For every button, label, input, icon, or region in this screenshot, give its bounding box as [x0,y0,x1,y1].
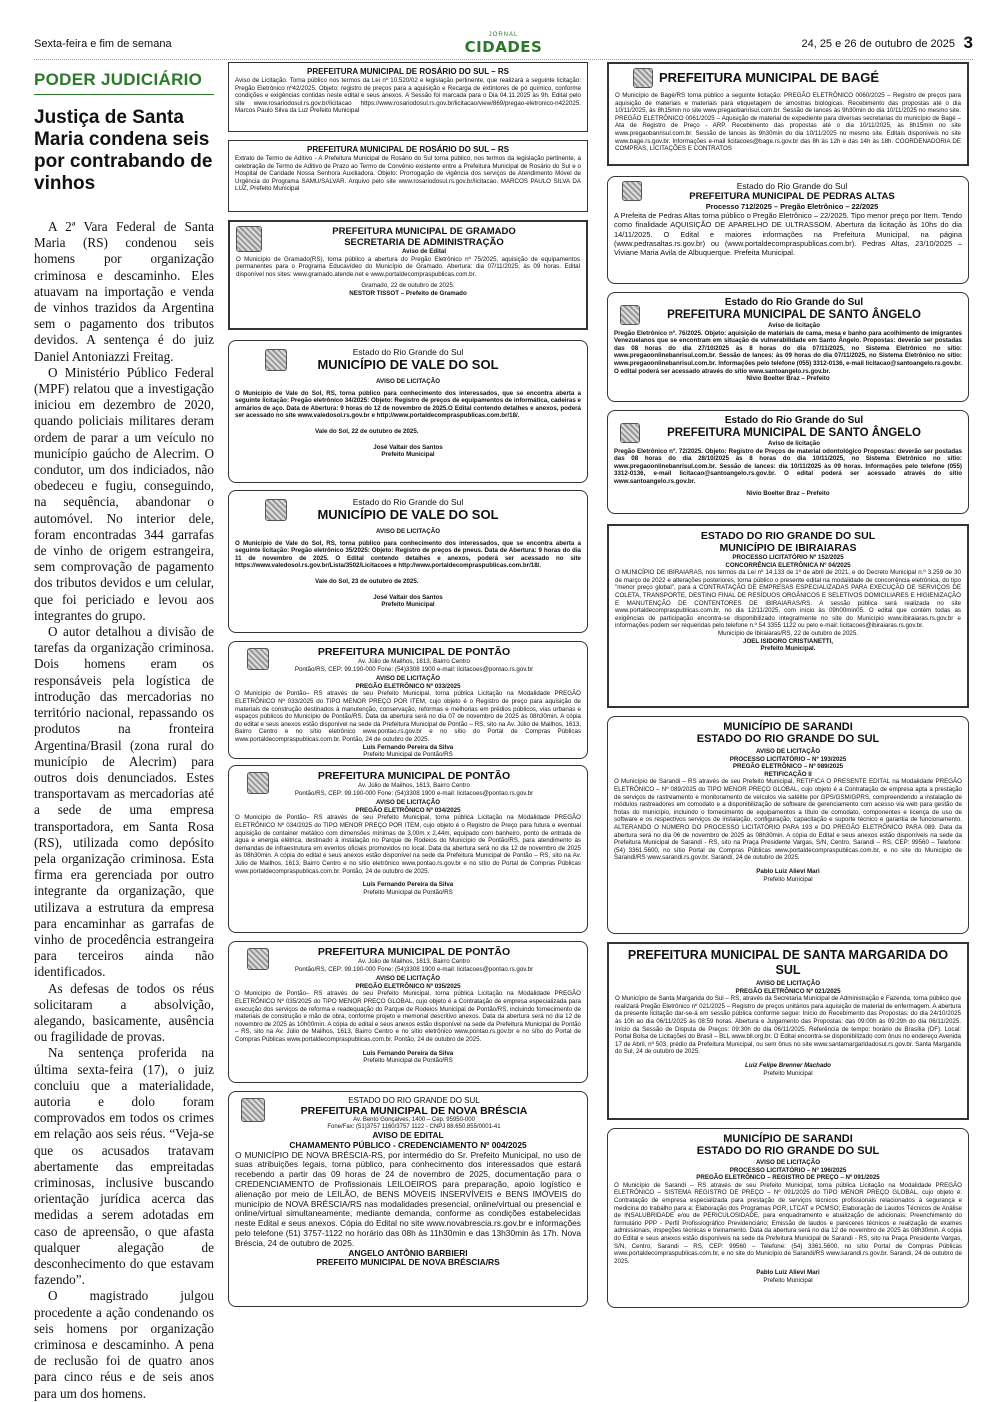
notice-body: O Município de Sarandi – RS através de seu Prefeito Municipal, RETIFICA O PRESENTE EDITAL na Modalidade PREGÃO ELETRÔNICO – Nº 089/2025 do TIPO MENOR PREÇO GLOBAL, cujo objeto é a Contratação de empresa apta a prestação de serviços de rastreamento e monitoramento de veículos via satélite por GPS/GSM/GPRS, compreendendo a instalação de módulos rastreadores em comodato e a disponibilização de software de gerenciamento com acesso via web para gestão de frotas do município, incluindo o fornecimento de equipamentos a título de comodato, componentes e licença de uso de software e os respectivos serviços de instalação, configuração, capacitação e suporte técnico e garantia de funcionamento. ALTERANDO O NÚMERO DO PROCESSO LICITATÓRIO PARA 193 e DO PREGÃO ELETRÔNICO PARA 089. Data da abertura será no dia 06 de novembro de 2025 às 08h30min. A cópia do Edital e seus anexos estão disponíveis na sede da Prefeitura Municipal de Sarandi - RS, sito na Praça Presidente Vargas, S/N, Centro, Sarandi – RS, CEP: 99560 – Telefone: (54) 3361.5600, no sítio Portal de Compras Públicas www.portaldecompraspublicas.com.br, e no site do Município de Sarandi/RS www.sarandi.rs.gov.br. Sarandi, 24 de outubro de 2025. [614,778,962,862]
notice-title: MUNICÍPIO DE SARANDI [723,721,853,733]
notice-body: O Município de Pontão– RS através de seu Prefeito Municipal, torna pública Licitação na Modalidade PREGÃO ELETRÔNICO Nº 033/2025 do TIPO MENOR PREÇO POR ITEM, cujo objeto é o Registro de preço para aquisição de materiais de construção destinados à manutenção, conservação, reformas e melhorias em prédios públicos, vias urbanas e espaços públicos do Município de Pontão/RS. Data da abertura será no dia 07 de novembro de 2025 às 08h30min. A cópia do edital e seus anexos estão disponível na sede da Prefeitura Municipal de Pontão – RS, sito na Av. Júlio de Mailhos, 1613, Bairro Centro e no sítio eletrônico www.pontao.rs.gov.br e no sítio do Portal de Compras Públicas www.portaldecompraspublicas.com.br. Pontão, 24 de outubro de 2025. [235,690,581,743]
notice-heading: AVISO DE LICITAÇÃO [375,378,441,385]
notice-role: Prefeito Municipal de Pontão/RS [363,1057,453,1065]
notice-signature: NESTOR TISSOT – Prefeito de Gramado [349,289,467,297]
notice-heading: Aviso de Edital [401,248,447,255]
notice-title: MUNICÍPIO DE IBIRAIARAS [719,542,857,554]
notice-title: PREFEITURA MUNICIPAL DE ROSÁRIO DO SUL – RS [307,145,509,154]
coat-of-arms-icon [620,305,640,325]
notice-title: PREFEITURA MUNICIPAL DE BAGÉ [659,70,880,85]
notice-body: Pregão Eletrônico nº. 76/2025. Objeto: aquisição de materiais de cama, mesa e banho para acolhimento de imigrantes Venezuelanos que se encontram em situação de vulnerabilidade em Santo Ângelo. Propostas: deverão ser postadas das 08 horas do dia 27/10/2025 às 8 horas do dia 07/11/2025, no Sistema Eletrônico no sítio: www.pregaoonlinebanrisul.com.br. Sessão de lances: às 09 horas do dia 07/11/2025, no Sistema Eletrônico no sítio: www.pregaoonlinebanrisul.com.br. Informações pelo telefone (055) 3312-0136, e-mail licitacao@santoangelo.rs.gov.br. O edital poderá ser acessado através do sítio www.santoangelo.rs.gov.br. [614,329,962,375]
notice-title: PREFEITURA MUNICIPAL DE PONTÃO [317,770,511,782]
notice-state: ESTADO DO RIO GRANDE DO SUL [696,1145,880,1157]
notice-sub4: RETIFICAÇÃO II [764,770,812,778]
notice-address: Av. Júlio de Mailhos, 1613, Bairro Centro [358,958,470,965]
notice-role: Prefeito Municipal [763,1276,813,1284]
headline: Justiça de Santa Maria condena seis por contrabando de vinhos [34,107,213,194]
notice-state: Estado do Rio Grande do Sul [724,415,864,426]
masthead [465,32,543,56]
notice-subheading: PREGÃO ELETRÔNICO Nº 035/2025 [355,982,461,990]
coat-of-arms-icon [241,1098,265,1122]
notice-body: A Prefeita de Pedras Altas torna público o Pregão Eletrônico – 22/2025. Tipo menor preço por Item. Tendo como finalidade AQUISIÇÃO DE APARELHO DE ULTRASSOM. Abertura da licitação às 10hs do dia 14/11/2025. O Edital e maiores informações na Prefeitura Municipal, na página (www.pedrasaltas.rs.gov.br) ou (www.portaldecompraspublicas.com.br). Pedras Altas, 23/10/2025 – Viviane Maria Avila de Albuquerque. Prefeita Municipal. [614,211,962,258]
notice-gramado [228,220,588,330]
notice-address: Av. Bento Gonçalves, 1400 – Cep. 95950-000 [353,1117,475,1123]
notice-heading: Aviso de licitação [767,322,821,329]
notice-sub3: PREGÃO ELETRÔNICO – Nº 089/2025 [732,763,844,771]
notice-state: Estado do Rio Grande do Sul [352,497,464,507]
notice-contact: Pontão/RS, CEP: 99.190-000 Fone: (54)3308 1900 e-mail: licitacoes@pontao.rs.gov.br [294,665,534,673]
notice-role: Prefeito Municipal [763,875,813,883]
notice-sub1: AVISO DE LICITAÇÃO [755,1159,821,1166]
notice-address: Av. Júlio de Mailhos, 1613, Bairro Centro [358,782,470,789]
edition-label: Sexta-feira e fim de semana [34,38,172,50]
notice-bage [607,62,969,166]
notice-vale-do-sol-1 [228,340,588,483]
notice-role: Prefeito Municipal [381,451,435,459]
coat-of-arms-icon [247,772,269,794]
edition-date: 24, 25 e 26 de outubro de 2025 [801,38,955,50]
notice-body: O Município de Vale do Sol, RS, torna público para conhecimento dos interessados, que se encontra aberta a seguinte licitação: Pregão eletrônico 34/2025: Objeto: Registro de preços de equipamentos de informática, cadeiras e armários de aço. Data de Abertura: 9 horas do 12 de novembro de 2025.O Edital contendo detalhes e anexos, poderá ser acessado no site www.valedosol.rs.gov.br e http://www.portaldecompraspublicas.com.br/18/. [235,389,581,420]
notice-date: Gramado, 22 de outubro de 2025. [361,282,455,290]
notice-signer: Pablo Luiz Alievi Mari [756,1269,820,1277]
coat-of-arms-icon [247,948,269,970]
paragraph: A 2ª Vara Federal de Santa Maria (RS) condenou seis homens por organização criminosa e descaminho. Eles atuavam na importação e venda de vinhos trazidos da Argentina sem o pagamento dos tributos devidos. A sentença é do juiz Daniel Antoniazzi Freitag. [34,219,214,364]
notice-title: PREFEITURA MUNICIPAL DE NOVA BRÉSCIA [300,1105,528,1117]
notice-title: PREFEITURA MUNICIPAL DE ROSÁRIO DO SUL – RS [307,67,509,76]
notice-heading: AVISO DE LICITAÇÃO [375,528,441,535]
notice-heading: AVISO DE LICITAÇÃO [375,675,441,683]
notice-heading: Aviso de licitação [767,440,821,447]
notice-body: O Município de Vale do Sol, RS, torna público para conhecimento dos interessados, que se encontra aberta a seguinte licitação: Pregão eletrônico 35/2025: Objeto: Registro de preços de pneus. Data de Abertura: 9 horas do dia 11 de novembro de 2025. O Edital contendo detalhes e anexos, poderá ser acessado no site https://www.valedosol.rs.gov.br/Lista/3502/Licitacoes e http://www.portaldecompraspublicas.com.br/18/. [235,539,581,570]
notice-pontao-1 [228,641,588,759]
paragraph: O Ministério Público Federal (MPF) relatou que a investigação iniciou em dezembro de 2020, quando policiais militares deram ordem de parar a um veículo no município gaúcho de Alecrim. O condutor, um dos indiciados, não obedeceu e fugiu, conseguindo, na sequência, abandonar o automóvel. No interior dele, foram encontradas 344 garrafas de vinho de origem estrangeira, sem comprovação de pagamento dos tributos devidos e um celular, que foi periciado e levou aos integrantes do grupo. [34,364,214,623]
notice-signer: Luis Fernando Pereira da Silva [362,1049,454,1057]
notice-vale-do-sol-2 [228,490,588,633]
notice-sub3: PREGÃO ELETRÔNICO – REGISTRO DE PREÇO – Nº 091/2025 [696,1174,880,1182]
notice-signer: Nivio Boelter Braz – Prefeito [746,489,830,497]
notice-subheading: Processo 712/2025 – Pregão Eletrônico – 22/2025 [705,202,879,211]
article-body [34,219,214,1402]
coat-of-arms-icon [622,181,642,201]
brand-name: CIDADES [464,38,543,56]
notice-role: Prefeito Municipal [763,1069,813,1077]
notice-state: Estado do Rio Grande do Sul [724,297,864,308]
news-article [34,70,214,1402]
notice-title: PREFEITURA MUNICIPAL DE GRAMADO [332,226,516,237]
notice-contact: Fone/Fax: (51)3757 1160/3757 1122 - CNPJ 88.650.855/0001-41 [327,1124,501,1130]
notice-body: O Município de Sarandi – RS através de seu Prefeito Municipal, torna pública Licitação na Modalidade PREGÃO ELETRÔNICO – SISTEMA REGISTRO DE PREÇO – Nº 091/2025 do TIPO MENOR PREÇO GLOBAL, cujo objeto é: Contratação de empresa especializada para prestação de serviços técnicos profissionais relacionados à segurança e medicina do trabalho para a: Elaboração dos Programas PGR, LTCAT e PCMSO; Elaboração de Laudos Técnicos de Análise de INSALUBRIDADE e/ou de PERICULOSIDADE, para enquadramento e atualização de adicionais; Preenchimento do formulário PPP - Perfil Profissiográfico Previdenciário; Emissão de laudos e pareceres técnicos e realização de exames admissionais, inspeções técnicas e treinamento. Data da abertura será no dia 12 de novembro de 2025 às 08h30min. A cópia do Edital e seus anexos estão disponíveis na sede da Prefeitura Municipal de Sarandi - RS, sito na Praça Presidente Vargas, S/N, Centro, Sarandi – RS, CEP: 99560 – Telefone: (54) 3361.5600, no sítio Portal de Compras Públicas www.portaldecompraspublicas.com.br, e no site do Município de Sarandi/RS www.sarandi.rs.gov.br. Sarandi, 24 de outubro de 2025. [614,1181,962,1265]
notice-signer: Luis Fernando Pereira da Silva [362,881,454,889]
notice-signer: Pablo Luiz Alievi Mari [756,867,820,875]
notice-title: MUNICÍPIO DE VALE DO SOL [317,507,499,522]
notice-subheading: PREGÃO ELETRÔNICO Nº 034/2025 [355,806,461,814]
notice-sub2: PROCESSO LICITATÓRIO – Nº 193/2025 [729,755,847,763]
paragraph: O autor detalhou a divisão de tarefas da organização criminosa. Dois homens eram os responsáveis pela logística de introdução das mercadorias no território nacional, repassando os produtos na fronteira Argentina/Brasil (zona rural do município de Alecrim) para outros dois denunciados. Estes transportavam as mercadorias até a sede de uma empresa transportadora, em Santa Rosa (RS), utilizada como depósito pela organização criminosa. Esta firma era gerenciada por outro integrante da organização, que utilizava a estrutura da empresa para encaminhar as garrafas de vinho de procedência estrangeira para terceiros ainda não identificados. [34,624,214,980]
notice-role: Prefeito Municipal [381,601,435,609]
notice-title: PREFEITURA MUNICIPAL DE SANTA MARGARIDA DO SUL [627,948,949,977]
paragraph: As defesas de todos os réus solicitaram a absolvição, alegando, basicamente, ausência ou fragilidade de provas. [34,980,214,1045]
notice-body: O MUNICÍPIO DE IBIRAIARAS, nos termos da Lei nº 14.133 de 1º de abril de 2021, e do Decreto Municipal n.º 3.259 de 30 de março de 2022 e alterações posteriores, torna público o presente edital na modalidade de concorrência eletrônica, do tipo "menor preço global", para a CONTRATAÇÃO DE EMPRESAS ESPECIALIZADAS PARA EXECUÇÃO DE SERVIÇOS DE COLETA, TRANSPORTE, DESTINO FINAL DE RESÍDUOS ORGÂNICOS E SELETIVOS DOMICILIARES E HIGIENIZAÇÃO E MANUTENÇÃO DE CONTENTORES DE IBIRAIARAS/RS. A sessão pública será realizada no site www.portaldecompraspublicas.com.br, no dia 12/11/2025, com início às 09h00min05. O edital que contém todas as exigências de participação encontra-se disponibilizado integralmente no site do Município www.ibiraiaras.rs.gov.br e informações podem ser requeridas pelo telefone n.º 54 3355 1122 ou pelo e-mail: licitacoes@ibiraiaras.rs.gov.br. [615,569,961,630]
notice-heading: AVISO DE EDITAL [372,1130,444,1140]
notice-body: Aviso de Licitação. Torna público nos termos da Lei nº 10.520/02 e legislação pertinente, que realizará a seguinte licitação: Pregão Eletrônico nº42/2025. Objeto: registro de preços para a aquisição e Recarga de extintores de pó químico, conforme condições e exigências contidas neste edital e seus anexos. A Sessão foi marcada para o Dia 04.11.2025 às 9h. Edital pelo site www.rosariodosul.rs.gov.br/licitacao https://www.rosariodosul.rs.gov.br/licitacao/view/869/pregao-eletronico-n422025. Marcos Paulo Silva da Luz Prefeito Municipal [235,77,581,115]
notice-contact: Pontão/RS, CEP: 99.190-000 Fone: (54)3308 1900 e-mail: licitacoes@pontao.rs.gov.br [294,789,534,797]
notice-santo-angelo-2 [607,410,969,514]
notice-pedras-altas [607,176,969,284]
notice-sarandi-1 [607,716,969,934]
notice-body: O MUNICÍPIO DE NOVA BRÉSCIA-RS, por intermédio do Sr. Prefeito Municipal, no uso de suas atribuições legais, torna público, para conhecimento dos interessados que estará recebendo a partir das 09 horas de 24 de novembro de 2025, documentação para o CREDENCIAMENTO de Profissionais LEILOEIROS para preparação, apoio logístico e alienação por meio de LEILÃO, de BENS MÓVEIS INSERVÍVEIS e BENS IMÓVEIS do município de NOVA BRÉSCIA/RS nas modalidades presencial, online/virtual ou presencial e online/virtual simultaneamente, mediante demanda, conforme as condições estabelecidas neste Edital e seus anexos. Cópia do Edital no site www.novabrescia.rs.gov.br e informações pelo telefone (51) 3757-1122 no horário das 08h às 11h30min e das 13h30min às 17h. Nova Bréscia, 24 de outubro de 2025. [235,1149,581,1248]
notice-signer: José Valtair dos Santos [373,593,443,601]
notice-body: O Município de Pontão– RS através de seu Prefeito Municipal, torna pública Licitação na Modalidade PREGÃO ELETRÔNICO Nº 035/2025 do TIPO MENOR PREÇO GLOBAL, cujo objeto é a Contratação de empresa especializada para execução dos serviços de reforma e readequação do Parque de Rodeios Municipal de Pontão/RS, incluindo fornecimento de materiais de construção e mão de obra, conforme projeto e memorial descritivo anexos. Data da abertura será no dia 12 de novembro de 2025 às 10h00min. A cópia do edital e seus anexos estão disponível na sede da Prefeitura Municipal de Pontão – RS, sito na Av. Júlio de Mailhos, 1613, Bairro Centro e no sítio eletrônico www.pontao.rs.gov.br e no sítio do Portal de Compras Públicas www.portaldecompraspublicas.com.br. Pontão, 24 de outubro de 2025. [235,990,581,1043]
notice-state: ESTADO DO RIO GRANDE DO SUL [348,1096,480,1105]
notice-role: Prefeito Municipal de Pontão/RS [363,751,453,759]
notice-heading: AVISO DE LICITAÇÃO [375,799,441,807]
notice-state: ESTADO DO RIO GRANDE DO SUL [700,530,876,542]
notice-title: PREFEITURA MUNICIPAL DE SANTO ÂNGELO [667,427,921,439]
notice-title: MUNICÍPIO DE VALE DO SOL [317,357,499,372]
paragraph: Na sentença proferida na última sexta-feira (17), o juiz concluiu que a materialidade, autoria e dolo foram comprovados em todos os crimes em relação aos seis réus. “Veja-se que os acusados tratavam abertamente das empreitadas criminosas, inclusive buscando orientação jurídica acerca das medidas a serem adotadas em caso de apreensão, o que afasta qualquer alegação de desconhecimento do que estavam fazendo”. [34,1045,214,1288]
notice-rosario-2 [228,140,588,212]
notice-signer: JOEL ISIDORO CRISTIANETTI, [743,637,833,645]
notice-address: Av. Júlio de Mailhos, 1613, Bairro Centro [358,658,470,665]
notice-sarandi-2 [607,1128,969,1308]
notice-sub2: PROCESSO LICITATÓRIO – Nº 196/2025 [729,1166,847,1174]
coat-of-arms-icon [247,648,269,670]
notice-body: O Município de Pontão– RS através de seu Prefeito Municipal, torna pública Licitação na Modalidade PREGÃO ELETRÔNICO Nº 034/2025 do TIPO MENOR PREÇO POR ITEM, cujo objeto é o Registro de Preço para futura e eventual aquisição de container metálico com dimensões mínimas de 3,00m x 2,44m, equipado com banheiro, ponto de entrada de água e energia elétrica, destinado à instalação no Parque de Rodeios do Município de Pontão/RS, para atendimento às demandas de infraestrutura em eventos oficiais promovidos no local. Data da abertura será no dia 12 de novembro de 2025 às 08h30min. A cópia do edital e seus anexos estão disponível na sede da Prefeitura Municipal de Pontão – RS, sito na Av. Júlio de Mailhos, 1613, Bairro Centro e no sítio eletrônico www.pontao.rs.gov.br e no sítio do Portal de Compras Públicas www.portaldecompraspublicas.com.br. Pontão, 24 de outubro de 2025. [235,814,581,875]
notice-title: PREFEITURA MUNICIPAL DE PONTÃO [317,946,511,958]
notice-subtitle: SECRETARIA DE ADMINISTRAÇÃO [344,237,504,248]
notice-signer: José Valtair dos Santos [373,443,443,451]
notice-sub1: PROCESSO LICITATÓRIO Nº 152/2025 [732,554,844,561]
notice-signer: Luis Fernando Pereira da Silva [362,743,454,751]
page-header [34,34,973,60]
coat-of-arms-icon [265,349,287,371]
notice-state: ESTADO DO RIO GRANDE DO SUL [696,733,880,745]
notice-title: PREFEITURA MUNICIPAL DE PONTÃO [317,646,511,658]
notice-signer: Nivio Boelter Braz – Prefeito [746,375,830,383]
notice-ibiraiaras [607,524,969,708]
notice-santo-angelo-1 [607,292,969,402]
coat-of-arms-icon [633,68,653,88]
notice-sub2: CONCORRÊNCIA ELETRÔNICA Nº 04/2025 [725,561,851,569]
notice-sub2: PREGÃO ELETRÔNICO Nº 021/2025 [735,987,841,995]
notice-role: Prefeito Municipal de Pontão/RS [363,888,453,896]
coat-of-arms-icon [236,226,262,252]
notice-pontao-3 [228,941,588,1083]
section-label: PODER JUDICIÁRIO [34,70,214,95]
notice-state: Estado do Rio Grande do Sul [352,347,464,357]
notice-pontao-2 [228,765,588,933]
notice-role: PREFEITO MUNICIPAL DE NOVA BRÉSCIA/RS [316,1257,500,1268]
notice-role: Prefeito Municipal. [760,645,816,653]
notice-state: Estado do Rio Grande do Sul [736,181,848,191]
notice-title: PREFEITURA MUNICIPAL DE PEDRAS ALTAS [689,191,895,202]
notice-body: Extrato de Termo de Aditivo - A Prefeitura Municipal de Rosário do Sul torna público, nos termos da legislação pertinente, a celebração de Termo de Aditivo de Prazo ao Termo de Convênio existente entre a Prefeitura Municipal de Rosário do Sul e o Hospital de Caridade Nossa Senhora Auxiliadora. Objeto: Prorrogação de vigência dos serviços de Atendimento Móvel de Urgência do Programa SAMU/SALVAR. Arquivo pelo site www.rosariodosul.rs.gov.br/licitacao. MARCOS PAULO SILVA DA LUZ, Prefeito Municipal [235,155,581,193]
notice-signer: Luiz Felipe Brenner Machado [745,1061,831,1069]
notice-rosario-1 [228,62,588,132]
notice-body: O Município de Gramado(RS), torna público a abertura do Pregão Eletrônico nº 75/2025, aquisição de equipamentos permanentes para o Programa Educavídeo do Município de Gramado. Abertura: dia 07/11/2025, às 09 horas. Edital disponível nos sites: www.gramado.atende.net e www.portaldecompraspublicas.com.br. [236,255,580,278]
notice-body: Pregão Eletrônico nº. 72/2025. Objeto: Registro de Preços de material odontológico Propostas: deverão ser postadas das 08 horas do dia 28/10/2025 às 8 horas do dia 10/11/2025, no Sistema Eletrônico no sítio: www.pregaoonlinebanrisul.com.br. Sessão de lances: dia 10/11/2025 às 09 horas. Informações pelo telefone (055) 3312-0136, e-mail licitacao@santoangelo.rs.gov.br. O edital poderá ser acessado através do sítio www.santoangelo.rs.gov.br. [614,447,962,485]
notice-heading: AVISO DE LICITAÇÃO [375,975,441,983]
notice-nova-brescia [228,1091,588,1307]
notice-body: O Município de Santa Margarida do Sul – RS, através da Secretaria Municipal de Administração e Fazenda, torna público que realizará Pregão Eletrônico nº 021/2025 – Registro de preços unitários para aquisição de material de enfermagem. A abertura da presente licitação dar-se-á em sessão pública conforme segue: Início do Recebimento das Propostas: do dia 24/10/2025 às 10h ao dia 06/11/2025 às 08:59 horas. Abertura e Julgamento das Propostas: das 09:00h às 09:29h do dia 06/11/2025. Início da Sessão de Disputa de Preços: 09:30h do dia 06/11/2025. Referência de tempo: horário de Brasília (DF). Local: Portal Bolsa de Licitações do Brasil – BLL www.bll.org.br. O Edital encontra-se disponibilizado com ônus no endereço Avenida 17 de Abril, nº 503, prédio da Prefeitura Municipal, ou sem ônus no site www.santamargaridadosul.rs.gov.br. Santa Margarida do Sul, 24 de outubro de 2025. [615,995,961,1056]
notice-signer: ANGELO ANTÔNIO BARBIERI [348,1247,468,1258]
notice-title: MUNICÍPIO DE SARANDI [723,1133,853,1145]
notice-santa-margarida [607,942,969,1120]
notice-subheading: PREGÃO ELETRÔNICO Nº 033/2025 [355,682,461,690]
notice-contact: Pontão/RS, CEP: 99.190-000 Fone: (54)3308 1900 e-mail: licitacoes@pontao.rs.gov.br [294,965,534,973]
notice-date: Vale do Sol, 23 de outubro de 2025. [315,577,419,585]
notice-subheading: CHAMAMENTO PÚBLICO - CREDENCIAMENTO Nº 004/2025 [289,1139,527,1150]
coat-of-arms-icon [265,499,287,521]
page-number: 3 [963,33,973,52]
notice-sub1: AVISO DE LICITAÇÃO [755,980,821,987]
notice-body: O Município de Bagé/RS torna público a seguinte licitação: PREGÃO ELETRÔNICO 0060/2025 – Registro de preços para aquisição de materiais e materiais para etiquetagem de amostras biológicas. Recebimento das propostas até o dia 10/11/2025, às 8h15min no site www.pregaobanrisul.com.br. Sessão de lances às 9h30min do dia 10/11/2025 no mesmo site. PREGÃO ELETRÔNICO 0061/2025 – Aquisição de material de expediente para diversas secretarias do município de Bagé – Ata de Registro de Preço - ARP. Recebimento das propostas até o dia 10/11/2025, às 8h15min no site www.pregaobanrisul.com.br. Sessão de lances às 9h30min do dia 10/11/2025 no mesmo site. Editais disponíveis no site www.bage.rs.gov.br. Informações e-mail licitacoes@bage.rs.gov.br das 8h às 12h e das 14h às 18h. COORDENADORIA DE COMPRAS, LICITAÇÕES E CONTRATOS [615,92,961,153]
brand-small: JORNAL [488,32,519,38]
notice-date: Vale do Sol, 22 de outubro de 2025. [315,427,419,435]
notice-sub1: AVISO DE LICITAÇÃO [755,748,821,755]
notice-date: Município de Ibiraiaras/RS, 22 de outubro de 2025. [718,629,858,637]
paragraph: O magistrado julgou procedente a ação condenando os seis homens por organização criminosa e descaminho. A pena de reclusão foi de quatro anos para cinco réus e de seis anos para um dos homens. [34,1288,214,1401]
coat-of-arms-icon [620,423,640,443]
notice-title: PREFEITURA MUNICIPAL DE SANTO ÂNGELO [667,309,921,321]
